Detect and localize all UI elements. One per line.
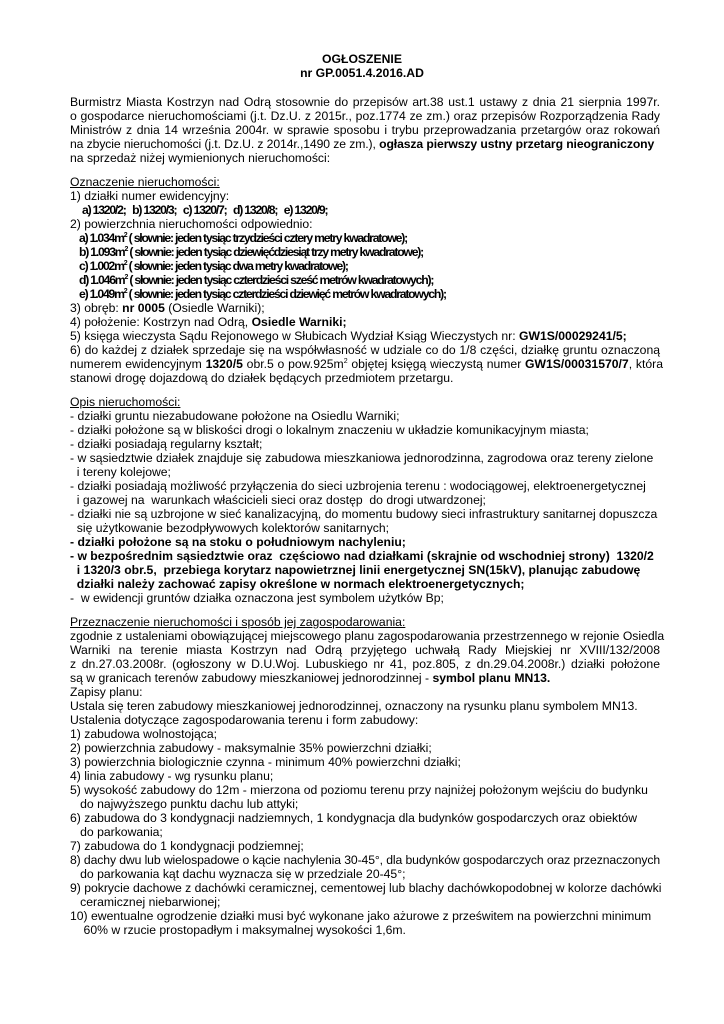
area-sup: 2 <box>124 245 128 253</box>
opis-line: działki należy zachować zapisy określone w normach elektroenergetycznych; <box>70 577 525 591</box>
location-label: 4) położenie: Kostrzyn nad Odrą, <box>70 315 252 329</box>
precinct-line <box>70 301 660 315</box>
road-register-text: objętej księgą wieczystą numer <box>347 357 526 371</box>
plan-line: Zapisy planu: <box>70 685 143 699</box>
intro-line-1: Burmistrz Miasta Kostrzyn nad Odrą stosownie do przepisów art.38 ust.1 ustawy z dnia 21 sierpnia 1997r. <box>70 95 660 109</box>
shared-road-line-2 <box>70 357 663 371</box>
tender-announcement: ogłasza pierwszy ustny przetarg nieograniczony <box>379 137 655 151</box>
area-words: ( słownie: jeden tysiąc trzydzieści cztery metry kwadratowe); <box>126 231 407 245</box>
plan-line: Warniki na terenie miasta Kostrzyn nad Odrą przyjętego uchwałą Rady Miejskiej nr XVIII/132/2008 <box>70 643 660 657</box>
area-sup: 2 <box>123 287 127 295</box>
plan-rule: 8) dachy dwu lub wielospadowe o kącie nachylenia 30-45°, dla budynków gospodarczych oraz przeznaczonych <box>70 853 661 867</box>
plan-rule: 5) wysokość zabudowy do 12m - mierzona od poziomu terenu przy najniżej położonym wejściu do budynku <box>70 783 648 797</box>
shared-road-line-1: 6) do każdej z działek sprzedaje się na współwłasność w udziale co do 1/8 części, działkę gruntu oznaczoną <box>70 343 660 357</box>
area-item <box>79 259 669 273</box>
shared-road-line-3: stanowi drogę dojazdową do działek będących przedmiotem przetargu. <box>70 371 454 385</box>
area-words: ( słownie: jeden tysiąc dziewięćdziesiąt trzy metry kwadratowe); <box>127 245 424 259</box>
plan-line: Ustalenia dotyczące zagospodarowania terenu i form zabudowy: <box>70 713 419 727</box>
opis-line: i tereny kolejowe; <box>70 465 171 479</box>
area-item <box>79 273 669 287</box>
opis-line: - w sąsiedztwie działek znajduje się zabudowa mieszkaniowa jednorodzinna, zagrodowa oraz tereny zielone <box>70 451 654 465</box>
intro-line-5: na sprzedaż niżej wymienionych nieruchomości: <box>70 151 331 165</box>
plan-rule: 2) powierzchnia zabudowy - maksymalnie 35% powierzchni działki; <box>70 741 432 755</box>
plan-rule: 1) zabudowa wolnostojąca; <box>70 727 218 741</box>
section-heading-opis: Opis nieruchomości: <box>70 395 181 409</box>
plan-zone-text: są w granicach terenów zabudowy mieszkaniowej jednorodzinnej - <box>70 671 433 685</box>
land-register-number: GW1S/00029241/5; <box>519 329 627 343</box>
area-sup: 2 <box>123 231 127 239</box>
opis-line: - działki posiadają możliwość przyłączenia do sieci uzbrojenia terenu : wodociągowej, elektroenergetycznej <box>70 479 646 493</box>
section-heading-oznaczenie: Oznaczenie nieruchomości: <box>70 175 220 189</box>
road-register-tail: , która <box>628 357 663 371</box>
area-sup: 2 <box>124 273 128 281</box>
precinct-number: nr 0005 <box>122 301 165 315</box>
plan-rule: 3) powierzchnia biologicznie czynna - minimum 40% powierzchni działki; <box>70 755 461 769</box>
area-value: b) 1.093m <box>79 245 125 259</box>
plan-rule: do parkowania; <box>70 825 163 839</box>
opis-line: się użytkowanie bezodpływowych kolektorów sanitarnych; <box>70 521 390 535</box>
area-words: ( słownie: jeden tysiąc czterdzieści sześć metrów kwadratowych); <box>127 273 434 287</box>
parcel-numbers: a) 1320/2; b) 1320/3; c) 1320/7; d) 1320/8; e) 1320/9; <box>82 203 328 217</box>
shared-road-text: numerem ewidencyjnym <box>70 357 206 371</box>
document-title: OGŁOSZENIE <box>322 52 402 66</box>
road-parcel-number: 1320/5 <box>205 357 243 371</box>
document-number: nr GP.0051.4.2016.AD <box>300 66 424 80</box>
area-item <box>79 245 669 259</box>
road-area-sup: 2 <box>343 357 348 365</box>
opis-line: - działki nie są uzbrojone w sieć kanalizacyjną, do momentu budowy sieci infrastruktury sanitarnej dopuszcza <box>70 507 658 521</box>
opis-line: - działki gruntu niezabudowane położone na Osiedlu Warniki; <box>70 409 400 423</box>
plan-rule: 10) ewentualne ogrodzenie działki musi być wykonane jako ażurowe z prześwitem na powierzchni minimum <box>70 909 652 923</box>
plan-line <box>70 671 660 685</box>
plan-rule: do parkowania kąt dachu wyznacza się w przedziale 20-45°; <box>70 867 406 881</box>
plan-rule: 60% w rzucie prostopadłym i maksymalnej wysokości 1,6m. <box>70 923 406 937</box>
plan-line: z dn.27.03.2008r. (ogłoszony w D.U.Woj. Lubuskiego nr 41, poz.805, z dn.29.04.2008r.) działki położone <box>70 657 660 671</box>
plan-symbol: symbol planu MN13. <box>432 671 551 685</box>
opis-line: - w bezpośrednim sąsiedztwie oraz częściowo nad działkami (skrajnie od wschodniej strony) 1320/2 <box>70 549 654 563</box>
intro-line-3: Ministrów z dnia 14 września 2004r. w sprawie sposobu i trybu przeprowadzania przetargów oraz rokowań <box>70 123 660 137</box>
area-value: a) 1.034m <box>79 231 124 245</box>
intro-line-2: o gospodarce nieruchomościami (j.t. Dz.U. z 2015r., poz.1774 ze zm.) oraz przepisów Rozporządzenia Rady <box>70 109 660 123</box>
area-sup: 2 <box>123 259 127 267</box>
area-value: d) 1.046m <box>79 273 125 287</box>
precinct-label: 3) obręb: <box>70 301 123 315</box>
location-line <box>70 315 660 329</box>
plan-rule: do najwyższego punktu dachu lub attyki; <box>70 797 299 811</box>
precinct-name: (Osiedle Warniki); <box>164 301 265 315</box>
area-words: ( słownie: jeden tysiąc dwa metry kwadratowe); <box>126 259 348 273</box>
section-heading-przeznaczenie: Przeznaczenie nieruchomości i sposób jej zagospodarowania: <box>70 615 406 629</box>
location-district: Osiedle Warniki; <box>251 315 347 329</box>
area-label: 2) powierzchnia nieruchomości odpowiednio: <box>70 217 313 231</box>
intro-line-4 <box>70 137 660 151</box>
road-register-number: GW1S/00031570/7 <box>525 357 629 371</box>
opis-line: - działki położone są w bliskości drogi o lokalnym znaczeniu w układzie komunikacyjnym miasta; <box>70 423 589 437</box>
plan-line: Ustala się teren zabudowy mieszkaniowej jednorodzinnej, oznaczony na rysunku planu symbolem MN13. <box>70 699 638 713</box>
road-parcel-area: obr.5 o pow.925m <box>242 357 344 371</box>
area-value: c) 1.002m <box>79 259 124 273</box>
land-register-line <box>70 329 660 343</box>
plan-rule: 6) zabudowa do 3 kondygnacji nadziemnych, 1 kondygnacja dla budynków gospodarczych oraz obiektów <box>70 811 638 825</box>
plan-rule: 7) zabudowa do 1 kondygnacji podziemnej; <box>70 839 304 853</box>
area-item <box>79 287 669 301</box>
area-value: e) 1.049m <box>79 287 124 301</box>
plan-rule: ceramicznej niebarwionej; <box>70 895 221 909</box>
opis-line: i 1320/3 obr.5, przebiega korytarz napowietrznej linii energetycznej SN(15kV), planując zabudowę <box>70 563 641 577</box>
opis-line: - działki położone są na stoku o południowym nachyleniu; <box>70 535 406 549</box>
parcel-numbers-label: 1) działki numer ewidencyjny: <box>70 189 230 203</box>
plan-rule: 9) pokrycie dachowe z dachówki ceramicznej, cementowej lub blachy dachówkopodobnej w kolorze dachówki <box>70 881 662 895</box>
opis-line: - w ewidencji gruntów działka oznaczona jest symbolem użytków Bp; <box>70 591 444 605</box>
opis-line: - działki posiadają regularny kształt; <box>70 437 263 451</box>
land-register-label: 5) księga wieczysta Sądu Rejonowego w Słubicach Wydział Ksiąg Wieczystych nr: <box>70 329 519 343</box>
area-words: ( słownie: jeden tysiąc czterdzieści dziewięć metrów kwadratowych); <box>126 287 446 301</box>
opis-line: i gazowej na warunkach właścicieli sieci oraz dostęp do drogi utwardzonej; <box>70 493 486 507</box>
area-item <box>79 231 669 245</box>
intro-line-4-text: na zbycie nieruchomości (j.t. Dz.U. z 2014r.,1490 ze zm.), <box>70 137 376 151</box>
plan-line: zgodnie z ustaleniami obowiązującej miejscowego planu zagospodarowania przestrzennego w rejonie Osiedla <box>70 629 665 643</box>
plan-rule: 4) linia zabudowy - wg rysunku planu; <box>70 769 274 783</box>
